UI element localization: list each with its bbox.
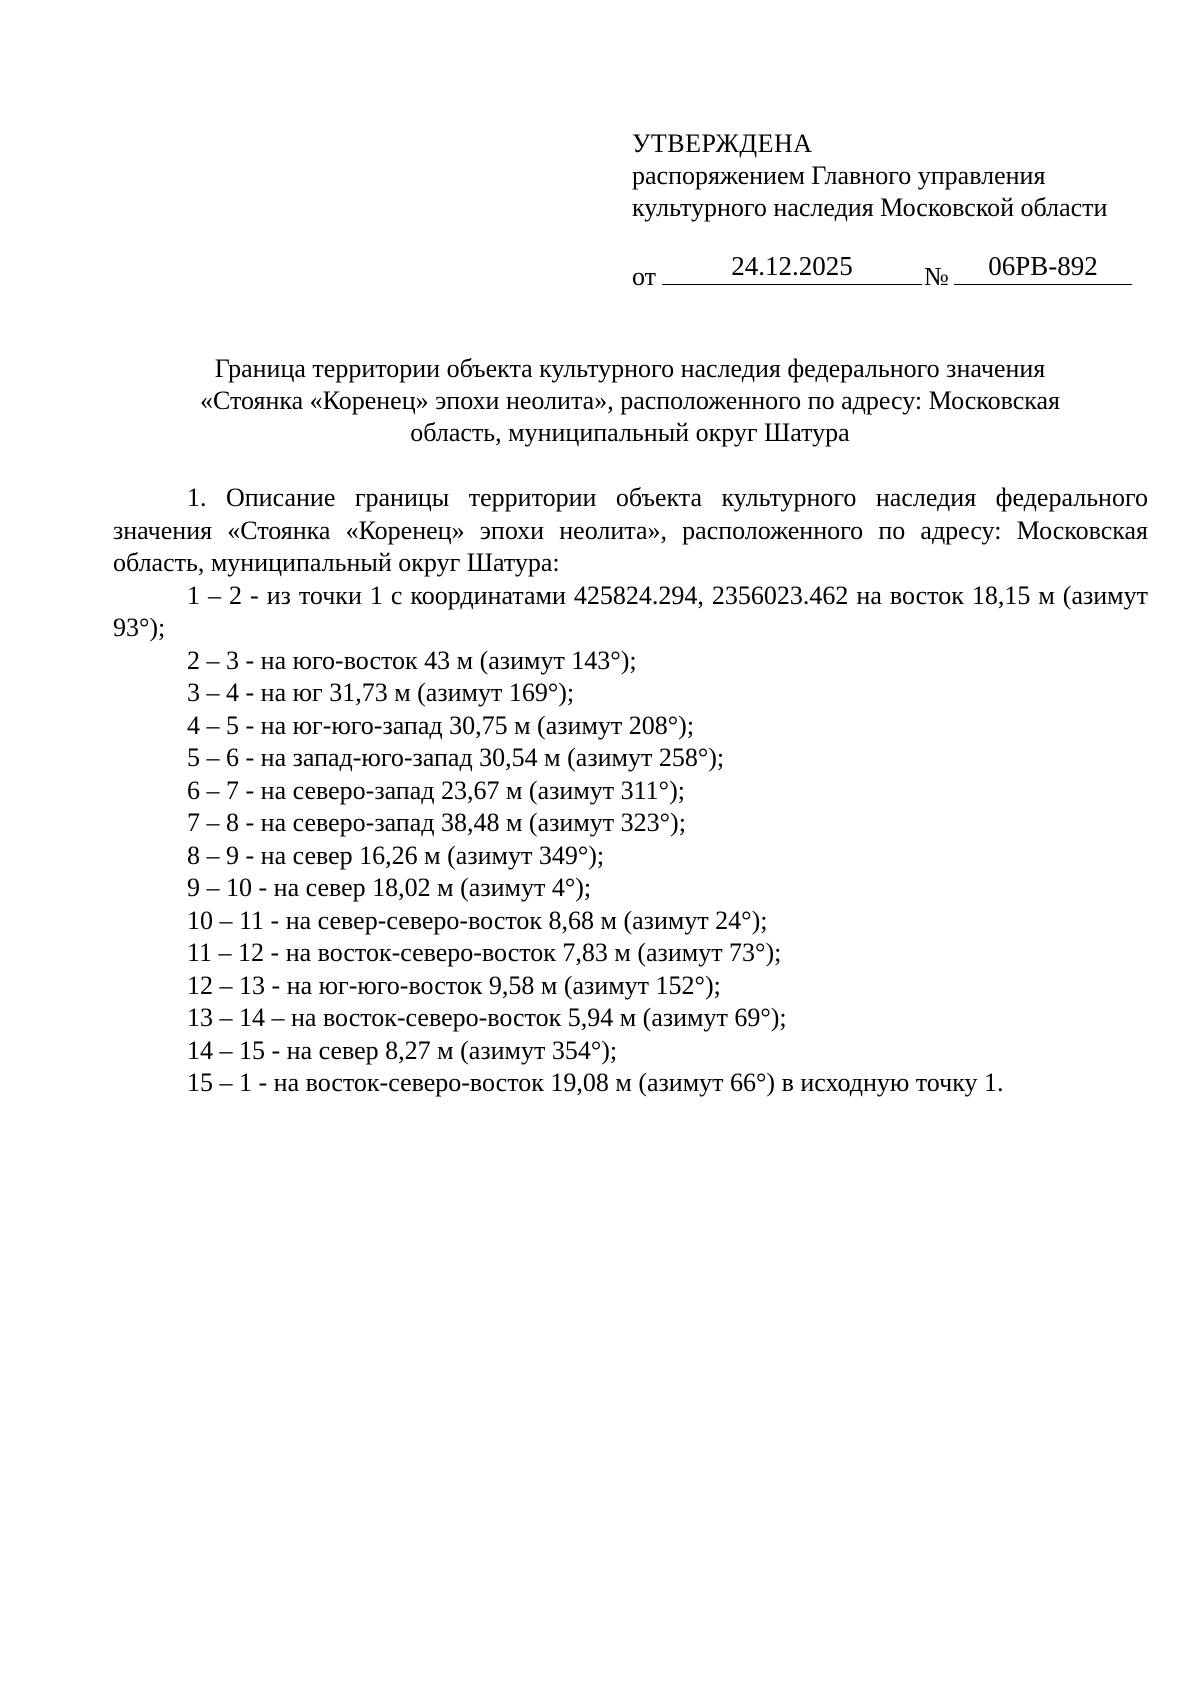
- order-date: 24.12.2025: [662, 250, 922, 285]
- title-line-3: область, муниципальный округ Шатура: [410, 418, 850, 447]
- title-line-1: Граница территории объекта культурного наследия федерального значения: [214, 354, 1046, 383]
- description-intro: 1. Описание границы территории объекта культурного наследия федерального значения «Стоянка «Коренец» эпохи неолита», расположенного по адресу: Московская область, муниципальный округ Шатура:: [113, 483, 1148, 577]
- number-sign: №: [924, 262, 949, 291]
- approval-line-2: распоряжением Главного управления: [632, 161, 1046, 190]
- segment-line: 10 – 11 - на север-северо-восток 8,68 м (азимут 24°);: [187, 905, 768, 935]
- segment-line: 14 – 15 - на север 8,27 м (азимут 354°);: [187, 1035, 618, 1065]
- segment-line: 11 – 12 - на восток-северо-восток 7,83 м (азимут 73°);: [187, 938, 782, 967]
- segment-line: 6 – 7 - на северо-запад 23,67 м (азимут 311°);: [187, 775, 685, 805]
- order-date-number: [632, 250, 1132, 290]
- segment-line: 15 – 1 - на восток-северо-восток 19,08 м (азимут 66°) в исходную точку 1.: [187, 1068, 1004, 1097]
- segment-line: 12 – 13 - на юг-юго-восток 9,58 м (азимут 152°);: [187, 970, 721, 1000]
- segment-line: 13 – 14 – на восток-северо-восток 5,94 м (азимут 69°);: [187, 1003, 787, 1032]
- segment-first: 1 – 2 - из точки 1 с координатами 425824.294, 2356023.462 на восток 18,15 м (азимут 93°);: [113, 580, 1148, 642]
- approval-title: УТВЕРЖДЕНА: [632, 129, 813, 158]
- segment-line: 8 – 9 - на север 16,26 м (азимут 349°);: [187, 840, 605, 870]
- segment-line: 9 – 10 - на север 18,02 м (азимут 4°);: [187, 873, 592, 902]
- approval-line-3: культурного наследия Московской области: [632, 193, 1108, 222]
- boundary-description: [113, 482, 1148, 1100]
- segment-line: 2 – 3 - на юго-восток 43 м (азимут 143°);: [187, 645, 637, 675]
- from-label: от: [632, 262, 657, 291]
- segment-line: 7 – 8 - на северо-запад 38,48 м (азимут 323°);: [187, 808, 686, 837]
- segment-line: 5 – 6 - на запад-юго-запад 30,54 м (азимут 258°);: [187, 743, 725, 772]
- segment-line: 4 – 5 - на юг-юго-запад 30,75 м (азимут 208°);: [187, 710, 695, 740]
- approval-stamp: [632, 128, 1152, 224]
- segment-line: 3 – 4 - на юг 31,73 м (азимут 169°);: [187, 678, 575, 707]
- order-number: 06РВ-892: [954, 250, 1132, 285]
- title-line-2: «Стоянка «Коренец» эпохи неолита», расположенного по адресу: Московская: [200, 386, 1060, 415]
- document-title: [110, 353, 1150, 449]
